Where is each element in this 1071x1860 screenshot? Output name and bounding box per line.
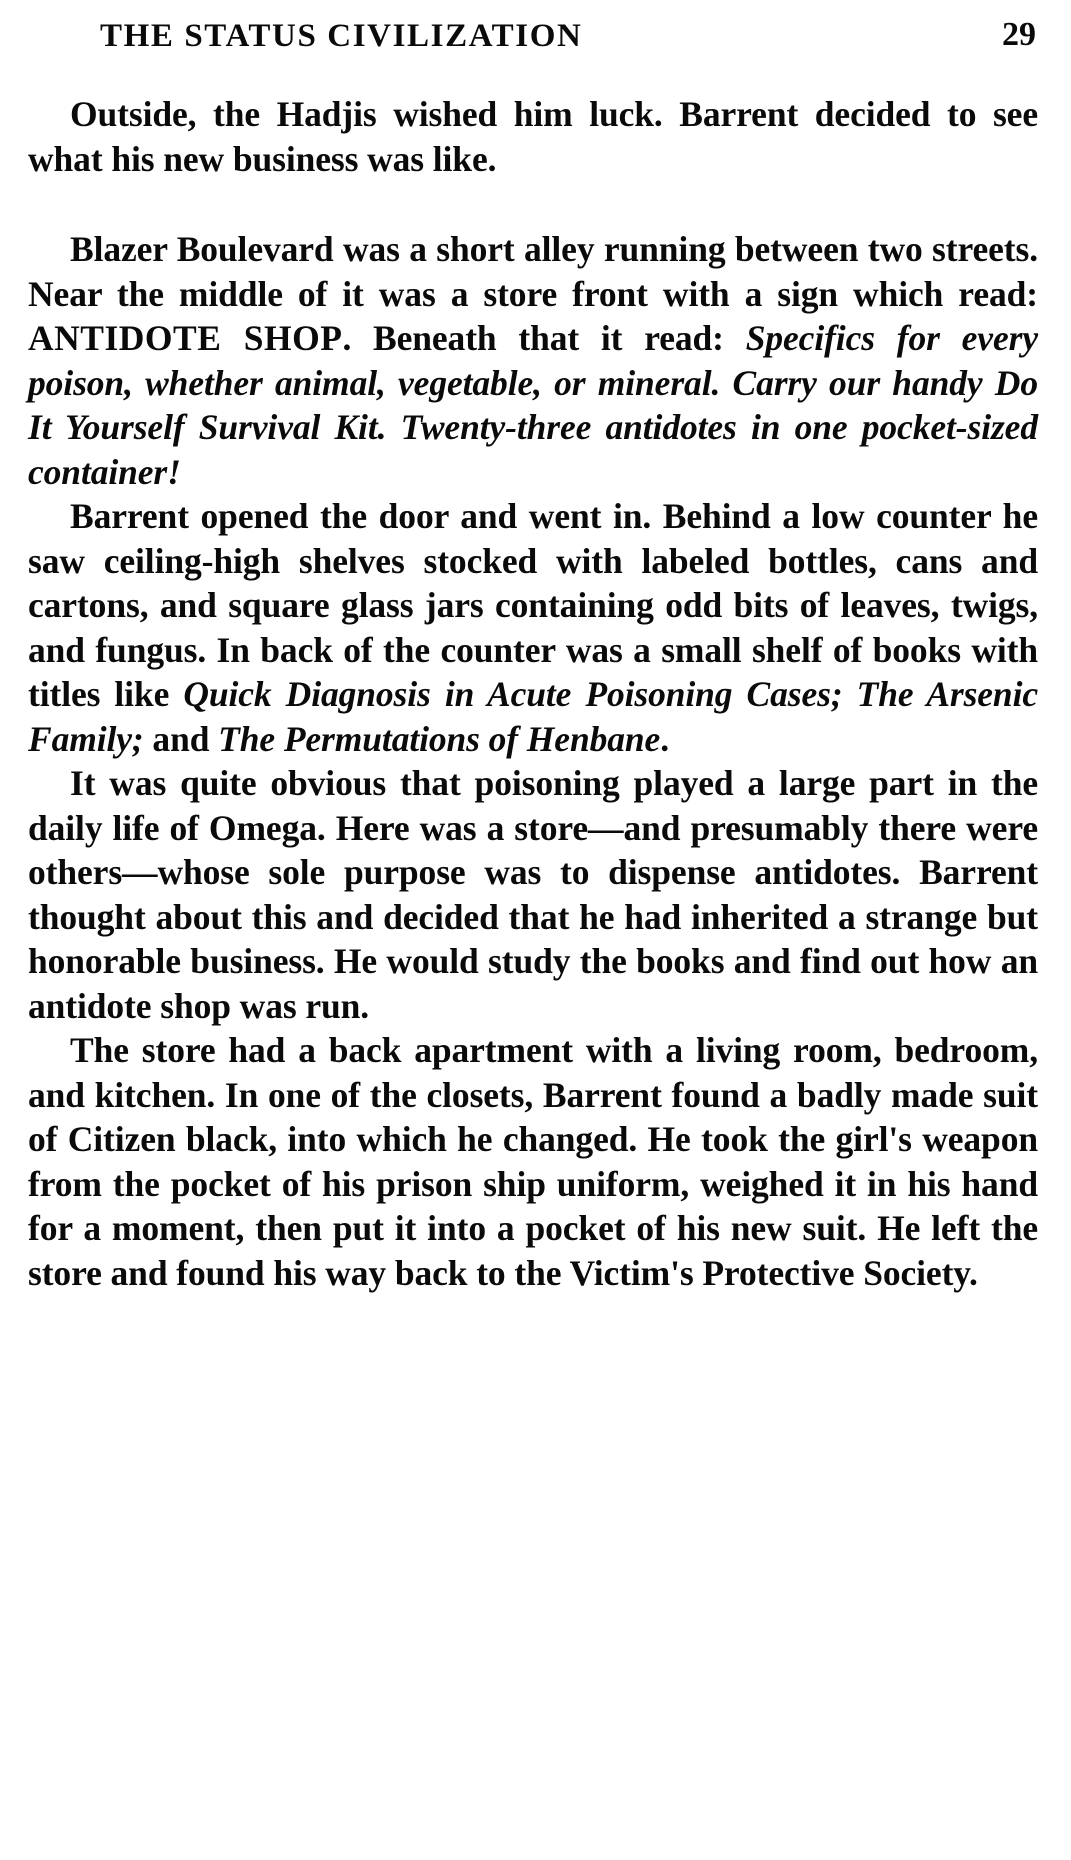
page-title: THE STATUS CIVILIZATION (100, 18, 583, 54)
paragraph-3 (28, 494, 1038, 761)
book-titles-italic-1: Quick Diagnosis in Acute Poisoning Cases; The Arsenic Family; (28, 674, 1038, 759)
antidote-shop-sign-text: ANTIDOTE SHOP (28, 318, 343, 358)
body-text (28, 92, 1038, 1295)
paragraph-3-tail: . (660, 718, 669, 759)
paragraph-2-mid: . Beneath that it read: (342, 318, 746, 358)
sign-subtext-italic: Specifics for every poison, whether animal, vegetable, or mineral. Carry our handy Do It Yourself Survival Kit. Twenty-three antidotes in one pocket-sized container! (28, 318, 1038, 492)
page-number: 29 (1002, 16, 1036, 53)
paragraph-1: Outside, the Hadjis wished him luck. Barrent decided to see what his new business was like. (28, 94, 1038, 179)
paragraph-5: The store had a back apartment with a living room, bedroom, and kitchen. In one of the closets, Barrent found a badly made suit of Citizen black, into which he changed. He took the girl's weapon from the pocket of his prison ship uniform, weighed it in his hand for a moment, then put it into a pocket of his new suit. He left the store and found his way back to the Victim's Protective Society. (28, 1030, 1038, 1293)
paragraph-2 (28, 227, 1038, 494)
paragraph-3-lead: Barrent opened the door and went in. Behind a low counter he saw ceiling-high shelves stocked with labeled bottles, cans and cartons, and square glass jars containing odd bits of leaves, twigs, and fungus. In back of the counter was a small shelf of books with titles like (28, 496, 1038, 714)
book-titles-italic-2: The Permutations of Henbane (218, 718, 661, 759)
paragraph-4: It was quite obvious that poisoning played a large part in the daily life of Omega. Here was a store—and presumably there were others—whose sole purpose was to dispense antidotes. Barrent thought about this and decided that he had inherited a strange but honorable business. He would study the books and find out how an antidote shop was run. (28, 763, 1038, 1026)
paragraph-2-lead: Blazer Boulevard was a short alley running between two streets. Near the middle of it was a store front with a sign which read: (28, 229, 1038, 314)
running-head (100, 18, 1011, 62)
paragraph-3-mid: and (143, 718, 219, 759)
